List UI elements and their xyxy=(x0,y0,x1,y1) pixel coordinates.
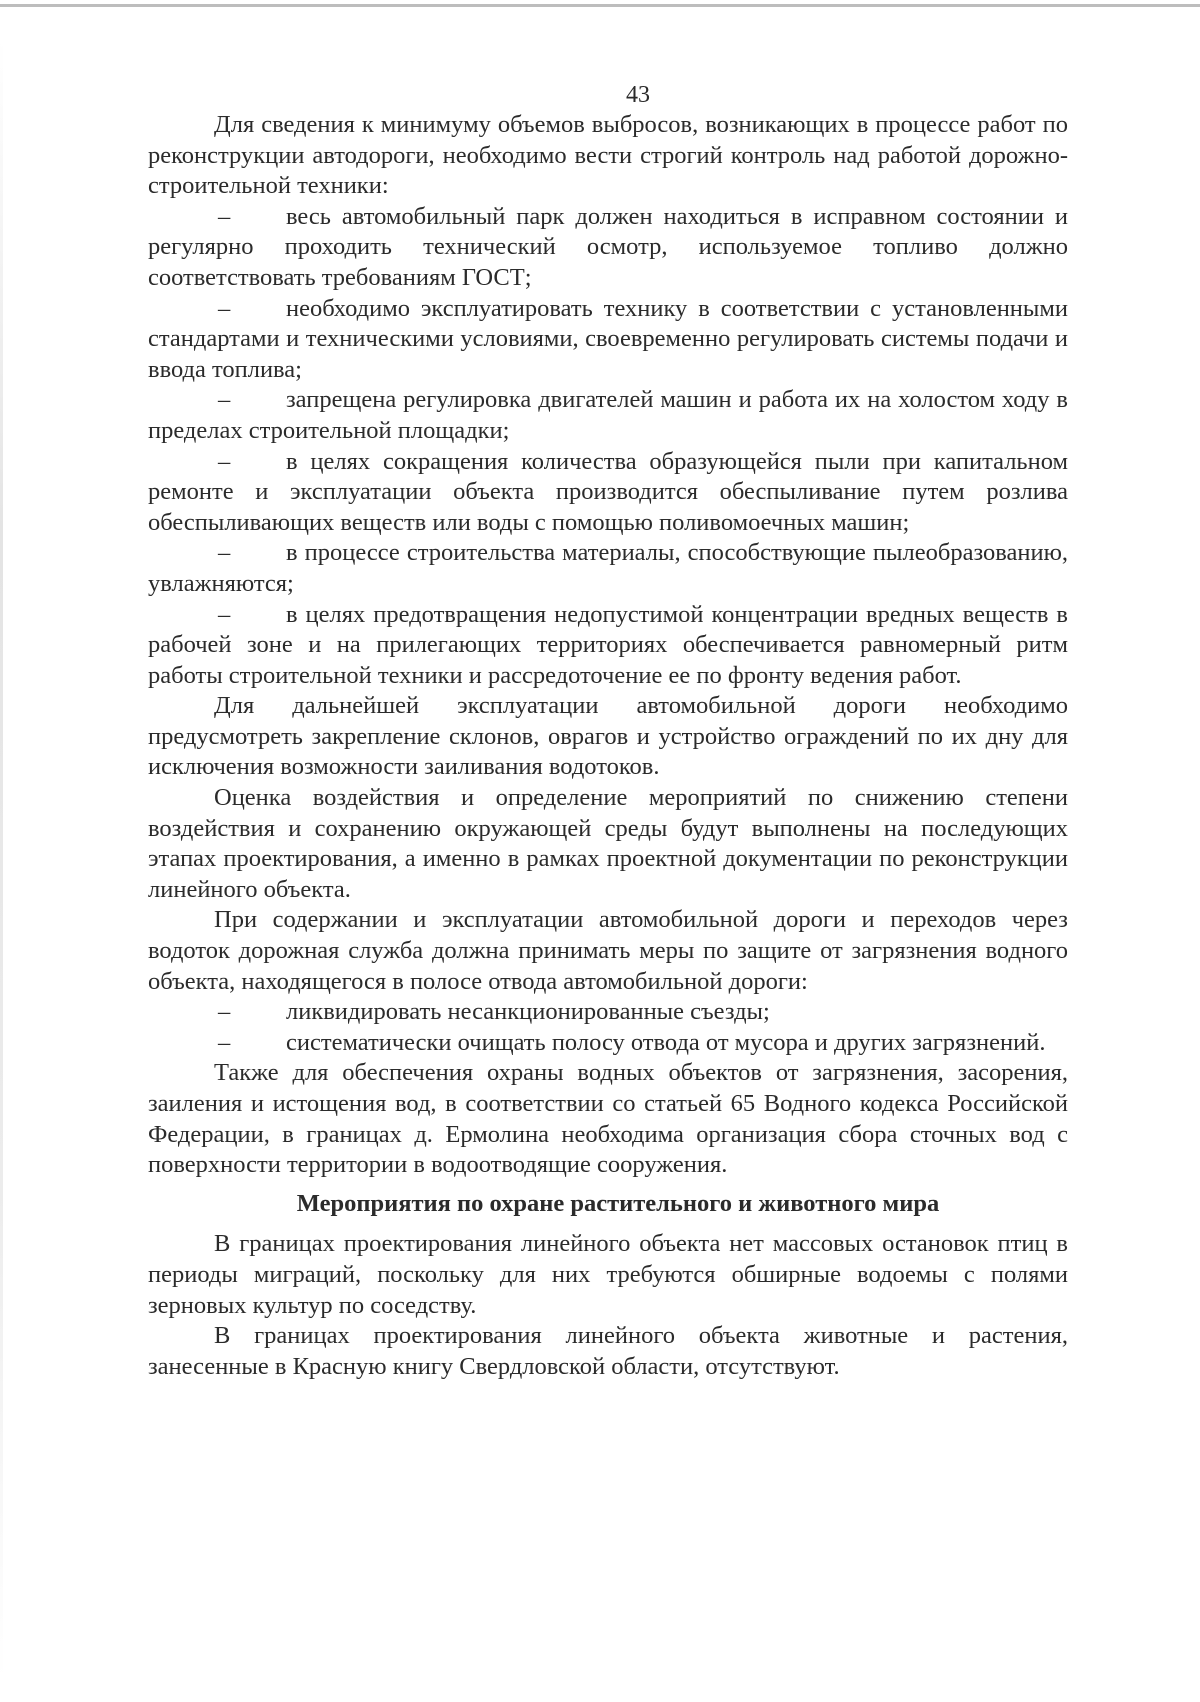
section-heading: Мероприятия по охране растительного и животного мира xyxy=(296,1189,940,1217)
list-dash: – xyxy=(218,998,231,1026)
paragraph-red-book: В границах проектирования линейного объекта животные и растения, занесенные в Красную книгу Свердловской области, отсутствуют. xyxy=(148,1322,1068,1380)
list-item xyxy=(148,294,1068,386)
paragraph-impact-assessment: Оценка воздействия и определение мероприятий по снижению степени воздействия и сохранению окружающей среды будут выполнены на последующих этапах проектирования, а именно в рамках проектной документации по реконструкции линейного объекта. xyxy=(148,784,1068,903)
list-item xyxy=(148,385,1068,446)
list-item-text: необходимо эксплуатировать технику в соответствии с установленными стандартами и техническими условиями, своевременно регулировать системы подачи и ввода топлива; xyxy=(148,294,1068,383)
list-dash: – xyxy=(218,447,231,475)
list-item-text: в целях предотвращения недопустимой концентрации вредных веществ в рабочей зоне и на прилегающих территориях обеспечивается равномерный ритм работы строительной техники и рассредоточение ее по фронту ведения работ. xyxy=(148,600,1068,689)
paragraph-slopes: Для дальнейшей эксплуатации автомобильной дороги необходимо предусмотреть закрепление склонов, оврагов и устройство ограждений по их дну для исключения возможности заиливания водотоков. xyxy=(148,692,1068,781)
list-dash: – xyxy=(218,294,231,322)
list-dash: – xyxy=(218,539,231,567)
list-item-text: запрещена регулировка двигателей машин и работа их на холостом ходу в пределах строительной площадки; xyxy=(148,386,1068,444)
list-dash: – xyxy=(218,386,231,414)
list-item-text: систематически очищать полосу отвода от мусора и других загрязнений. xyxy=(286,1028,1046,1056)
list-item xyxy=(148,538,1068,599)
list-item-text: ликвидировать несанкционированные съезды; xyxy=(286,998,770,1026)
paragraph-road-service: При содержании и эксплуатации автомобильной дороги и переходов через водоток дорожная служба должна принимать меры по защите от загрязнения водного объекта, находящегося в полосе отвода автомобильной дороги: xyxy=(148,906,1068,995)
scan-left-edge xyxy=(0,40,3,1680)
list-item xyxy=(148,447,1068,539)
scan-top-edge xyxy=(0,4,1200,7)
list-item xyxy=(148,600,1068,692)
paragraph-water-protection: Также для обеспечения охраны водных объектов от загрязнения, засорения, заиления и истощения вод, в соответствии со статьей 65 Водного кодекса Российской Федерации, в границах д. Ермолина необходима организация сбора сточных вод с поверхности территории в водоотводящие сооружения. xyxy=(148,1059,1068,1179)
list-item-text: в процессе строительства материалы, способствующие пылеобразованию, увлажняются; xyxy=(148,539,1068,597)
list-dash: – xyxy=(218,1028,231,1056)
list-item-text: весь автомобильный парк должен находиться в исправном состоянии и регулярно проходить технический осмотр, используемое топливо должно соответствовать требованиям ГОСТ; xyxy=(148,202,1068,291)
list-dash: – xyxy=(218,202,231,230)
paragraph-emissions-intro: Для сведения к минимуму объемов выбросов, возникающих в процессе работ по реконструкции автодороги, необходимо вести строгий контроль над работой дорожно-строительной техники: xyxy=(148,111,1068,200)
list-dash: – xyxy=(218,600,231,628)
list-item xyxy=(148,1028,1068,1059)
list-item xyxy=(148,202,1068,294)
paragraph-birds: В границах проектирования линейного объекта нет массовых остановок птиц в периоды миграций, поскольку для них требуются обширные водоемы с полями зерновых культур по соседству. xyxy=(148,1230,1068,1319)
page-number: 43 xyxy=(626,82,650,108)
list-item-text: в целях сокращения количества образующейся пыли при капитальном ремонте и эксплуатации объекта производится обеспыливание путем розлива обеспыливающих веществ или воды с помощью поливомоечных машин; xyxy=(148,447,1068,536)
document-page xyxy=(148,80,1068,1382)
list-item xyxy=(148,997,1068,1028)
